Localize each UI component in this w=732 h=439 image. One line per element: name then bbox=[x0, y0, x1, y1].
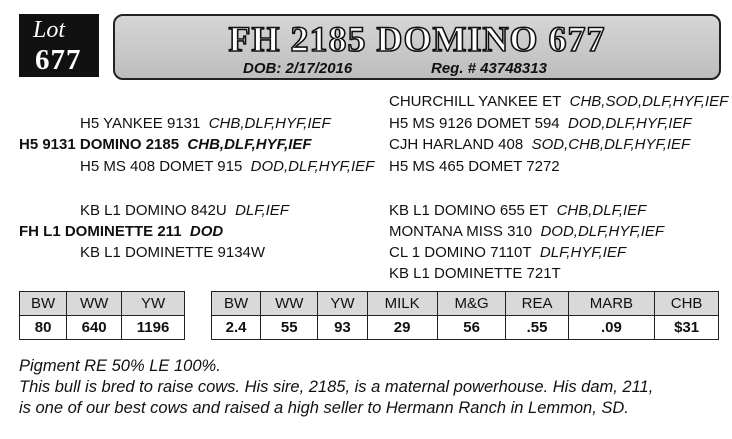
pedigree-sire-dam-sire bbox=[389, 136, 690, 154]
designation-tags: CHB,DLF,IEF bbox=[556, 202, 647, 219]
designation-tags: CHB,DLF,HYF,IEF bbox=[187, 136, 312, 153]
animal-name: KB L1 DOMINO 842U bbox=[80, 202, 227, 219]
table-cell: $31 bbox=[655, 316, 719, 340]
table-row bbox=[20, 316, 185, 340]
animal-name: H5 MS 408 DOMET 915 bbox=[80, 158, 243, 175]
animal-name: KB L1 DOMINETTE 9134W bbox=[80, 244, 266, 261]
animal-name: KB L1 DOMINO 655 ET bbox=[389, 202, 549, 219]
table-row bbox=[212, 316, 719, 340]
lot-notes bbox=[19, 356, 653, 419]
pedigree-dam-sire-sire bbox=[389, 202, 646, 220]
column-header: MARB bbox=[568, 292, 655, 316]
actual-weights-table bbox=[19, 291, 185, 340]
designation-tags: DLF,HYF,IEF bbox=[539, 244, 627, 261]
designation-tags: DLF,IEF bbox=[235, 202, 289, 219]
pedigree-dam bbox=[19, 223, 223, 241]
animal-name: FH 2185 DOMINO 677 bbox=[228, 19, 606, 59]
pedigree-dam-dam bbox=[80, 244, 265, 262]
column-header: BW bbox=[212, 292, 261, 316]
pedigree-sire bbox=[19, 136, 312, 154]
table-cell: 80 bbox=[20, 316, 67, 340]
animal-name: H5 MS 465 DOMET 7272 bbox=[389, 158, 560, 175]
pedigree-dam-sire bbox=[80, 202, 289, 220]
designation-tags: DOD,DLF,HYF,IEF bbox=[567, 115, 692, 132]
column-header: YW bbox=[122, 292, 185, 316]
column-header: WW bbox=[67, 292, 122, 316]
pedigree-sire-dam-dam bbox=[389, 158, 560, 176]
pedigree-sire-sire-dam bbox=[389, 115, 692, 133]
lot-number: 677 bbox=[35, 44, 82, 76]
animal-name: CL 1 DOMINO 7110T bbox=[389, 244, 532, 261]
description-line: is one of our best cows and raised a high seller to Hermann Ranch in Lemmon, SD. bbox=[19, 399, 629, 417]
table-cell: 2.4 bbox=[212, 316, 261, 340]
animal-name: H5 YANKEE 9131 bbox=[80, 115, 201, 132]
designation-tags: DOD,DLF,HYF,IEF bbox=[540, 223, 665, 240]
column-header: MILK bbox=[367, 292, 437, 316]
animal-name: FH L1 DOMINETTE 211 bbox=[19, 223, 182, 240]
animal-name: KB L1 DOMINETTE 721T bbox=[389, 265, 561, 282]
column-header: M&G bbox=[437, 292, 506, 316]
birth-date: DOB: 2/17/2016 bbox=[243, 60, 353, 77]
designation-tags: CHB,DLF,HYF,IEF bbox=[208, 115, 331, 132]
animal-name: CJH HARLAND 408 bbox=[389, 136, 524, 153]
pedigree-dam-dam-dam bbox=[389, 265, 561, 283]
table-cell: .55 bbox=[506, 316, 568, 340]
column-header: REA bbox=[506, 292, 568, 316]
description-line: This bull is bred to raise cows. His sire, 2185, is a maternal powerhouse. His dam, 211, bbox=[19, 378, 654, 396]
animal-name: H5 MS 9126 DOMET 594 bbox=[389, 115, 560, 132]
designation-tags: DOD,DLF,HYF,IEF bbox=[250, 158, 375, 175]
table-cell: 640 bbox=[67, 316, 122, 340]
pedigree-sire-dam bbox=[80, 158, 374, 176]
pigment-note: Pigment RE 50% LE 100%. bbox=[19, 357, 221, 375]
column-header: CHB bbox=[655, 292, 719, 316]
animal-name: CHURCHILL YANKEE ET bbox=[389, 93, 562, 110]
table-cell: 56 bbox=[437, 316, 506, 340]
table-cell: 1196 bbox=[122, 316, 185, 340]
header-banner bbox=[113, 14, 721, 80]
lot-box bbox=[19, 14, 99, 77]
table-cell: 55 bbox=[261, 316, 318, 340]
table-cell: .09 bbox=[568, 316, 655, 340]
table-cell: 93 bbox=[318, 316, 367, 340]
designation-tags: CHB,SOD,DLF,HYF,IEF bbox=[569, 93, 729, 110]
animal-name: H5 9131 DOMINO 2185 bbox=[19, 136, 180, 153]
table-header-row bbox=[20, 292, 185, 316]
animal-name: MONTANA MISS 310 bbox=[389, 223, 533, 240]
pedigree-dam-sire-dam bbox=[389, 223, 664, 241]
table-header-row bbox=[212, 292, 719, 316]
pedigree-sire-sire bbox=[80, 115, 331, 133]
registration-number: Reg. # 43748313 bbox=[431, 60, 547, 77]
designation-tags: SOD,CHB,DLF,HYF,IEF bbox=[531, 136, 691, 153]
pedigree-sire-sire-sire bbox=[389, 93, 728, 111]
pedigree-dam-dam-sire bbox=[389, 244, 626, 262]
column-header: WW bbox=[261, 292, 318, 316]
designation-tags: DOD bbox=[189, 223, 224, 240]
lot-label: Lot bbox=[33, 17, 66, 43]
epd-table bbox=[211, 291, 719, 340]
table-cell: 29 bbox=[367, 316, 437, 340]
column-header: YW bbox=[318, 292, 367, 316]
column-header: BW bbox=[20, 292, 67, 316]
